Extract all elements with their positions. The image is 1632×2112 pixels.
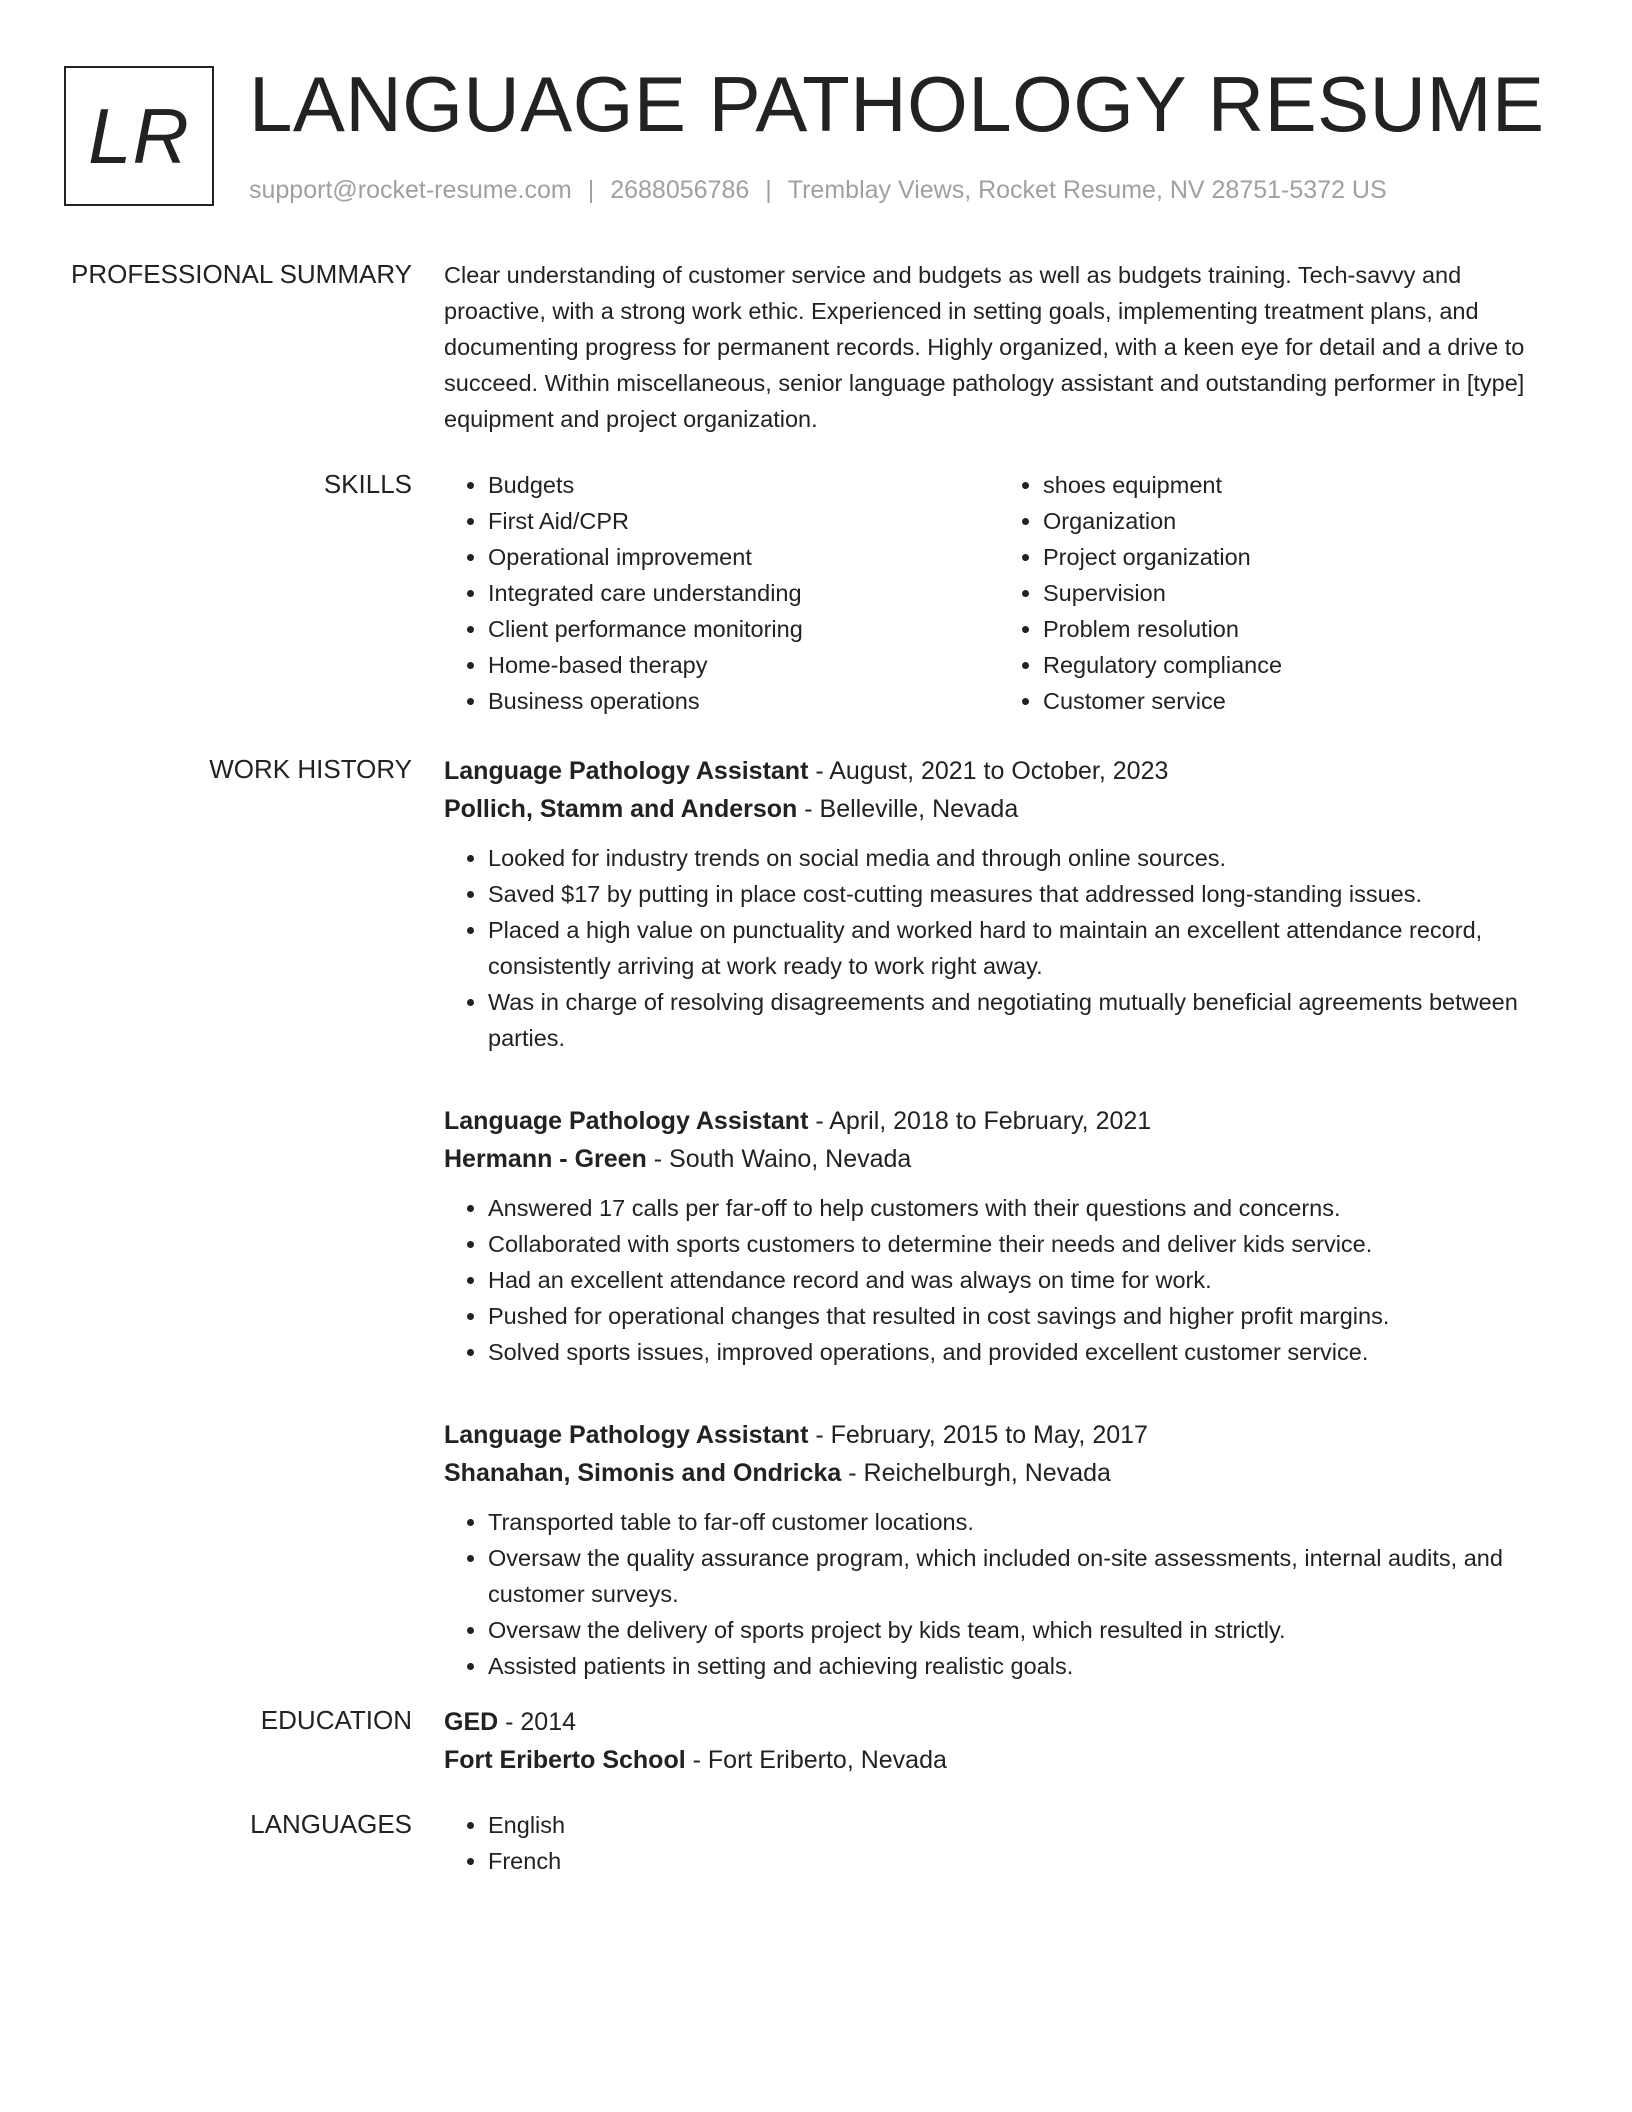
skill-item: • shoes equipment <box>1043 467 1554 503</box>
languages-body <box>444 1807 1554 1879</box>
job-dates: - April, 2018 to February, 2021 <box>808 1107 1152 1135</box>
skill-item: • Budgets <box>488 467 999 503</box>
page-title: LANGUAGE PATHOLOGY RESUME <box>249 60 1545 148</box>
job-bullet: • Transported table to far-off customer locations. <box>488 1504 1554 1540</box>
job-bullet: • Saved $17 by putting in place cost-cutting measures that addressed long-standing issues. <box>488 876 1554 912</box>
monogram-logo: LR <box>64 66 214 206</box>
job-location: - South Waino, Nevada <box>646 1145 912 1173</box>
skill-item: • Integrated care understanding <box>488 575 999 611</box>
job-bullet: • Solved sports issues, improved operations, and provided excellent customer service. <box>488 1334 1554 1370</box>
contact-separator: | <box>765 176 772 204</box>
job-bullets <box>444 840 1554 1056</box>
job-title: Language Pathology Assistant <box>444 757 809 785</box>
skill-item: • Regulatory compliance <box>1043 647 1554 683</box>
job-bullet: • Assisted patients in setting and achieving realistic goals. <box>488 1648 1554 1684</box>
language-item: • English <box>488 1807 1554 1843</box>
languages-heading: LANGUAGES <box>250 1809 412 1839</box>
contact-separator: | <box>587 176 595 204</box>
education-school: Fort Eriberto School <box>444 1746 686 1774</box>
job-entry <box>444 1416 1554 1684</box>
contact-email: support@rocket-resume.com <box>249 176 572 204</box>
job-location: - Reichelburgh, Nevada <box>841 1459 1111 1487</box>
education-heading: EDUCATION <box>260 1705 412 1735</box>
job-company-line <box>444 1140 1554 1178</box>
job-title-line <box>444 752 1554 790</box>
skill-item: • Business operations <box>488 683 999 719</box>
job-company: Pollich, Stamm and Anderson <box>444 795 798 823</box>
skill-item: • Project organization <box>1043 539 1554 575</box>
job-bullets <box>444 1504 1554 1684</box>
skills-list-right <box>999 467 1554 719</box>
job-bullet: • Oversaw the quality assurance program, which included on-site assessments, internal audits, and customer surveys. <box>488 1540 1554 1612</box>
skill-item: • Supervision <box>1043 575 1554 611</box>
job-location: - Belleville, Nevada <box>797 795 1019 823</box>
education-school-line <box>444 1741 1554 1779</box>
job-title: Language Pathology Assistant <box>444 1421 809 1449</box>
job-title-line <box>444 1416 1554 1454</box>
skill-item: • Home-based therapy <box>488 647 999 683</box>
education-degree-line <box>444 1703 1554 1741</box>
job-bullet: • Placed a high value on punctuality and worked hard to maintain an excellent attendance record, consistently arriving at work ready to work right away. <box>488 912 1554 984</box>
education-year: - 2014 <box>498 1708 577 1736</box>
job-bullets <box>444 1190 1554 1370</box>
job-company: Hermann - Green <box>444 1145 647 1173</box>
skill-item: • Operational improvement <box>488 539 999 575</box>
job-bullet: • Had an excellent attendance record and was always on time for work. <box>488 1262 1554 1298</box>
skill-item: • First Aid/CPR <box>488 503 999 539</box>
job-title-line <box>444 1102 1554 1140</box>
job-bullet: • Collaborated with sports customers to determine their needs and deliver kids service. <box>488 1226 1554 1262</box>
job-bullet: • Pushed for operational changes that resulted in cost savings and higher profit margins. <box>488 1298 1554 1334</box>
job-company-line <box>444 790 1554 828</box>
job-dates: - August, 2021 to October, 2023 <box>808 757 1169 785</box>
education-degree: GED <box>444 1708 499 1736</box>
contact-line <box>249 174 1387 206</box>
contact-address: Tremblay Views, Rocket Resume, NV 28751-5372 US <box>787 176 1387 204</box>
job-company: Shanahan, Simonis and Ondricka <box>444 1459 842 1487</box>
summary-heading: PROFESSIONAL SUMMARY <box>71 259 412 289</box>
work-heading: WORK HISTORY <box>209 754 412 784</box>
skills-list-left <box>444 467 999 719</box>
skill-item: • Client performance monitoring <box>488 611 999 647</box>
job-bullet: • Answered 17 calls per far-off to help customers with their questions and concerns. <box>488 1190 1554 1226</box>
language-item: • French <box>488 1843 1554 1879</box>
job-entry <box>444 752 1554 1056</box>
summary-text: Clear understanding of customer service and budgets as well as budgets training. Tech-savvy and proactive, with a strong work ethic. Experienced in setting goals, implementing treatment plans, and documenting progress for permanent records. Highly organized, with a keen eye for detail and a drive to succeed. Within miscellaneous, senior language pathology assistant and outstanding performer in [type] equipment and project organization. <box>444 262 1525 432</box>
job-dates: - February, 2015 to May, 2017 <box>808 1421 1148 1449</box>
education-body <box>444 1703 1554 1791</box>
skill-item: • Customer service <box>1043 683 1554 719</box>
job-bullet: • Was in charge of resolving disagreements and negotiating mutually beneficial agreements between parties. <box>488 984 1554 1056</box>
summary-body <box>444 257 1554 437</box>
skill-item: • Organization <box>1043 503 1554 539</box>
job-bullet: • Looked for industry trends on social media and through online sources. <box>488 840 1554 876</box>
skill-item: • Problem resolution <box>1043 611 1554 647</box>
languages-list <box>444 1807 1554 1879</box>
skills-heading: SKILLS <box>323 469 412 499</box>
contact-phone: 2688056786 <box>610 176 750 204</box>
job-company-line <box>444 1454 1554 1492</box>
job-entry <box>444 1102 1554 1370</box>
work-body <box>444 752 1554 1730</box>
skills-body <box>444 467 1554 719</box>
education-location: - Fort Eriberto, Nevada <box>685 1746 947 1774</box>
job-bullet: • Oversaw the delivery of sports project by kids team, which resulted in strictly. <box>488 1612 1554 1648</box>
job-title: Language Pathology Assistant <box>444 1107 809 1135</box>
